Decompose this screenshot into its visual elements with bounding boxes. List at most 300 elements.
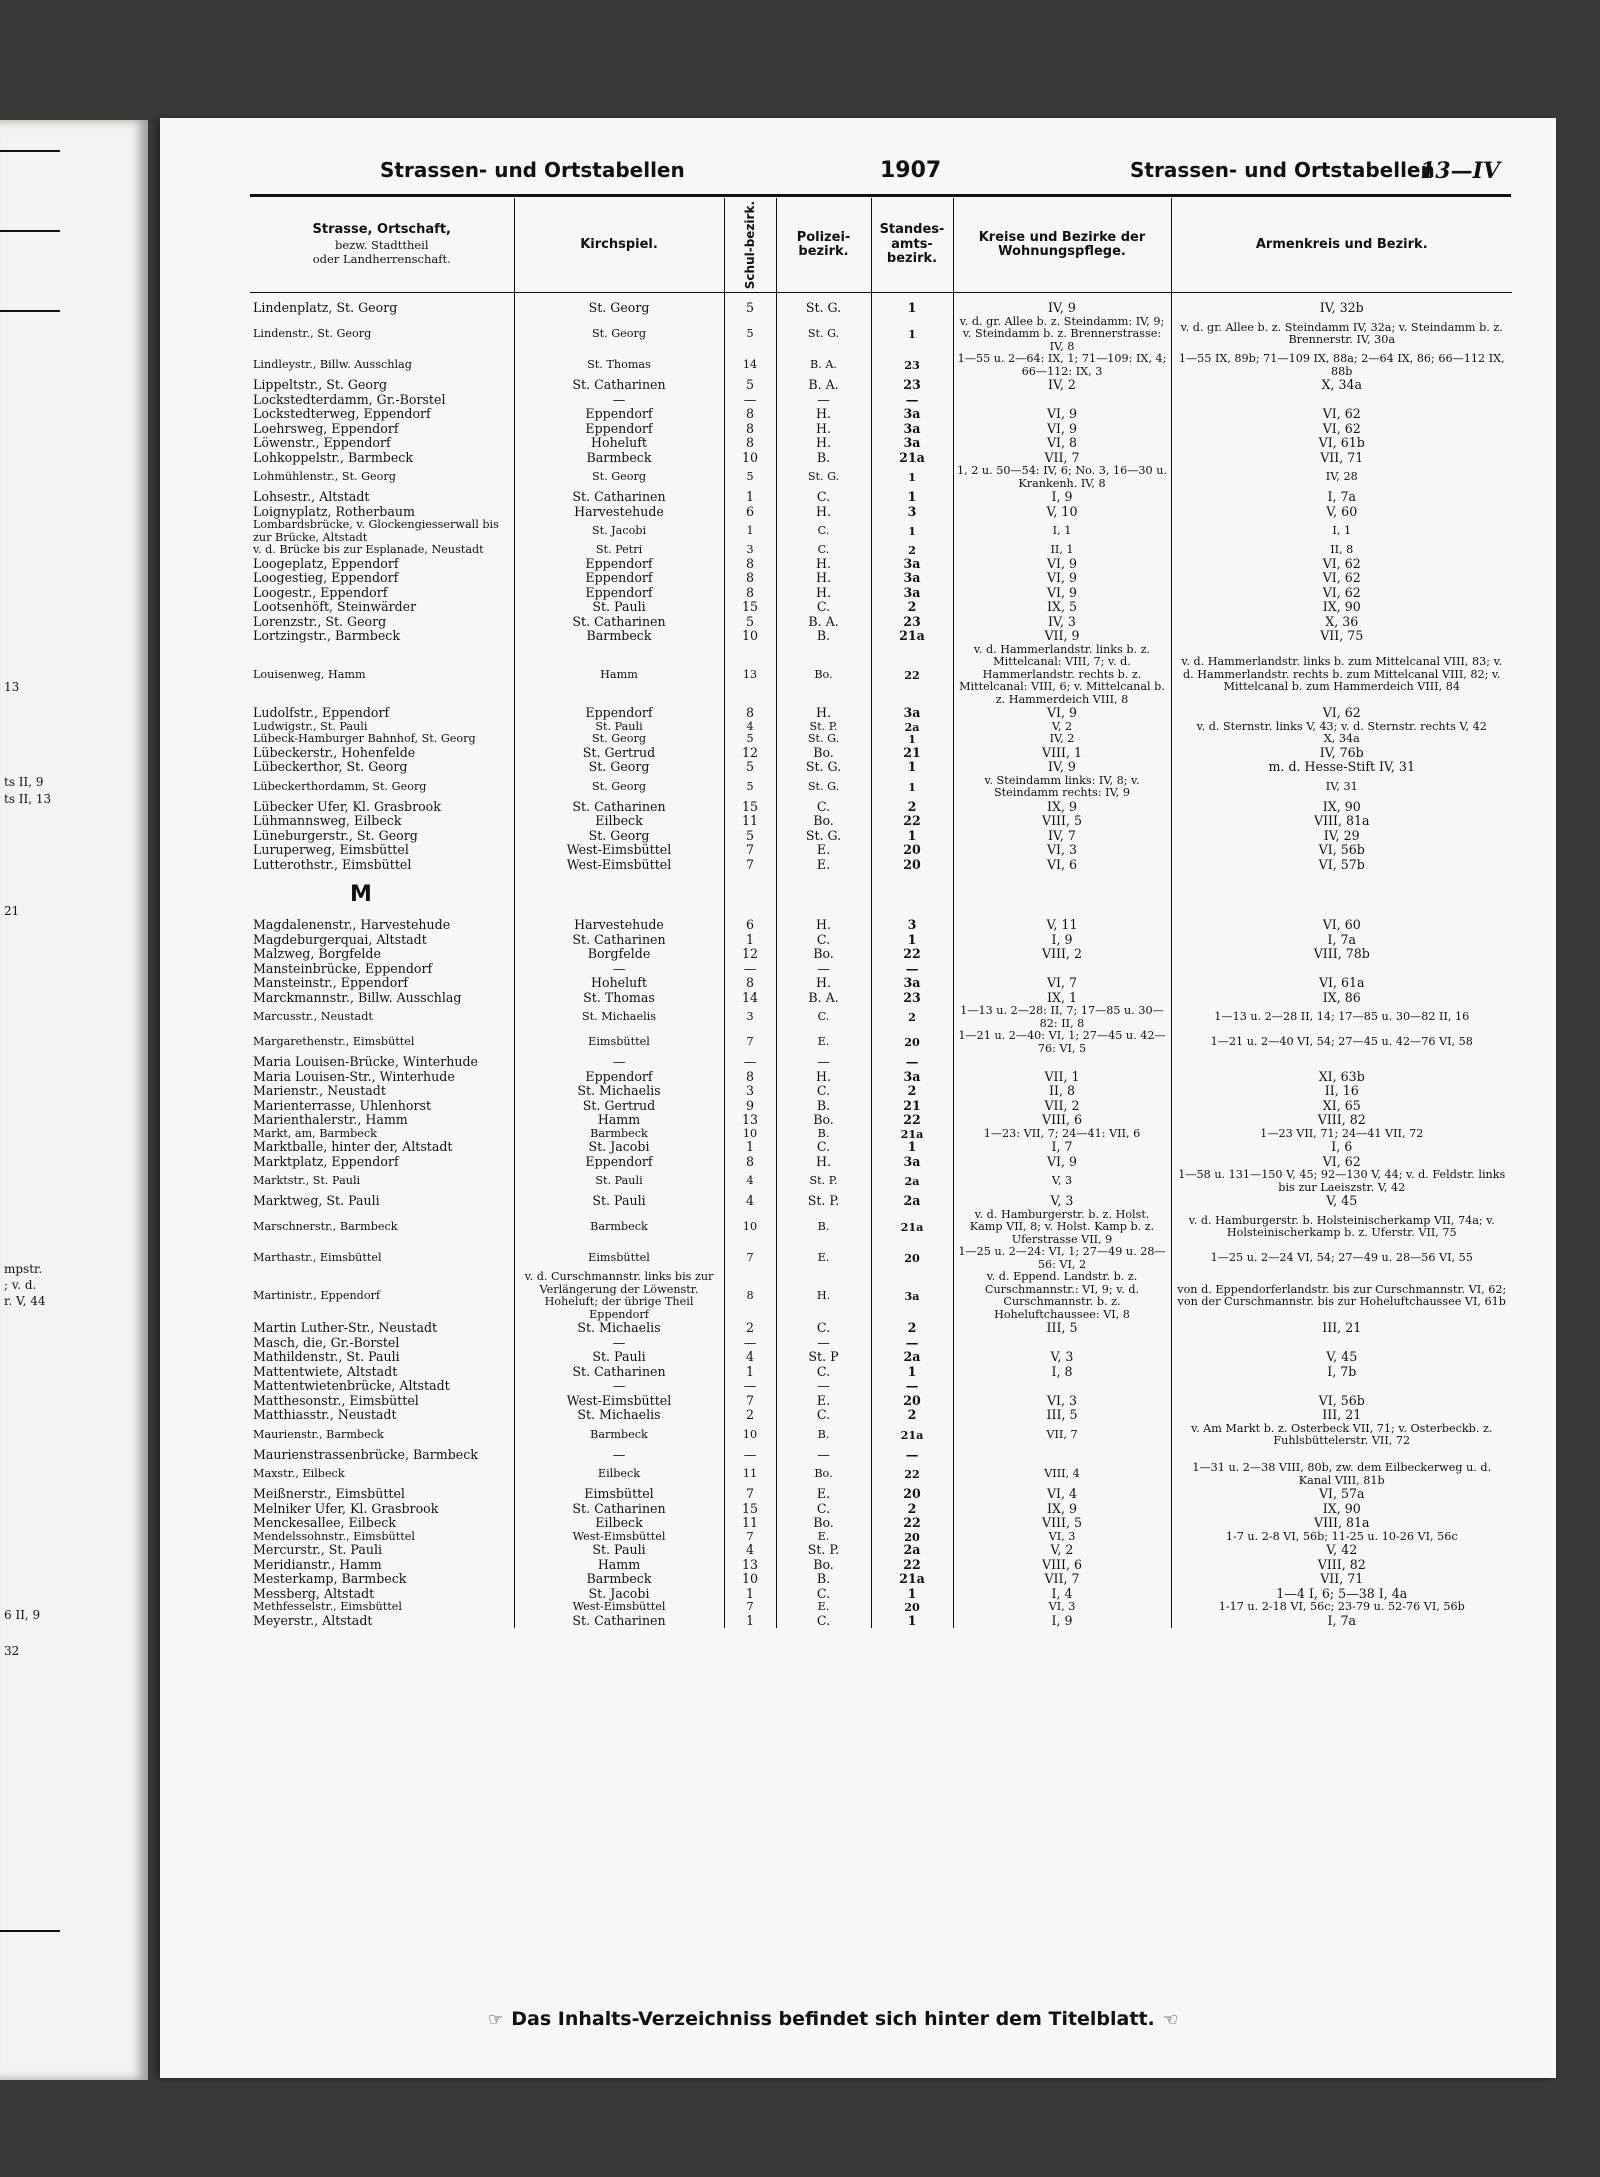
kirchspiel-cell: St. Pauli [514, 1194, 724, 1209]
table-row [250, 858, 1512, 873]
schulbezirk-cell: 10 [724, 451, 776, 466]
wohnungspflege-cell: VIII, 6 [953, 1113, 1171, 1128]
wohnungspflege-cell: V, 2 [953, 721, 1171, 734]
directory-page [160, 118, 1556, 2078]
schulbezirk-cell: 12 [724, 947, 776, 962]
polizei-cell: E. [776, 1487, 871, 1502]
schulbezirk-cell: 8 [724, 422, 776, 437]
standesamt-cell: 22 [871, 644, 953, 707]
table-row [250, 1423, 1512, 1448]
polizei-cell: Bo. [776, 1462, 871, 1487]
street-name-cell: Meißnerstr., Eimsbüttel [253, 1487, 405, 1501]
table-row [250, 1084, 1512, 1099]
kirchspiel-cell: Hamm [514, 1113, 724, 1128]
polizei-cell: H. [776, 571, 871, 586]
street-name-cell: Menckesallee, Eilbeck [253, 1516, 396, 1530]
street-name-cell: Marktballe, hinter der, Altstadt [253, 1140, 453, 1154]
table-row [250, 775, 1512, 800]
schulbezirk-cell: 5 [724, 301, 776, 316]
wohnungspflege-cell: IV, 3 [953, 615, 1171, 630]
polizei-cell: B. [776, 1128, 871, 1141]
armenkreis-cell: V, 60 [1171, 505, 1512, 520]
standesamt-cell: 2a [871, 721, 953, 734]
armenkreis-cell: VI, 62 [1171, 557, 1512, 572]
armenkreis-cell: VIII, 82 [1171, 1558, 1512, 1573]
street-name-cell: Mercurstr., St. Pauli [253, 1543, 382, 1557]
kirchspiel-cell: St. Pauli [514, 1350, 724, 1365]
armenkreis-cell [1171, 393, 1512, 408]
running-head-year: 1907 [880, 158, 942, 183]
standesamt-cell: 23 [871, 991, 953, 1006]
standesamt-cell: 3a [871, 436, 953, 451]
street-name-cell: Magdeburgerquai, Altstadt [253, 932, 427, 947]
standesamt-cell: 1 [871, 933, 953, 948]
standesamt-cell: 23 [871, 615, 953, 630]
street-name-cell: Marienterrasse, Uhlenhorst [253, 1098, 432, 1113]
street-name-cell: Lindleystr., Billw. Ausschlag [253, 358, 412, 372]
wohnungspflege-cell [953, 393, 1171, 408]
kirchspiel-cell: St. Gertrud [514, 1099, 724, 1114]
armenkreis-cell: VI, 62 [1171, 571, 1512, 586]
wohnungspflege-cell: IV, 2 [953, 733, 1171, 746]
armenkreis-cell: VI, 57b [1171, 858, 1512, 873]
kirchspiel-cell: St. Catharinen [514, 800, 724, 815]
table-row [250, 1030, 1512, 1055]
wohnungspflege-cell: VI, 9 [953, 557, 1171, 572]
wohnungspflege-cell: v. d. gr. Allee b. z. Steindamm: IV, 9; v. Steindamm b. z. Brennerstrasse: IV, 8 [953, 316, 1171, 354]
polizei-cell: Bo. [776, 746, 871, 761]
kirchspiel-cell: Borgfelde [514, 947, 724, 962]
spacer-cell [953, 293, 1171, 302]
table-row [250, 1601, 1512, 1614]
table-row [250, 1099, 1512, 1114]
empty-cell [953, 872, 1171, 918]
table-row [250, 586, 1512, 601]
pointing-hand-icon: ☞ [488, 2010, 504, 2030]
polizei-cell: E. [776, 1531, 871, 1544]
schulbezirk-cell: 15 [724, 800, 776, 815]
standesamt-cell: — [871, 1448, 953, 1463]
standesamt-cell: 1 [871, 829, 953, 844]
table-row [250, 378, 1512, 393]
wohnungspflege-cell [953, 962, 1171, 977]
polizei-cell: C. [776, 933, 871, 948]
empty-cell [724, 872, 776, 918]
table-row [250, 1070, 1512, 1085]
polizei-cell: Bo. [776, 644, 871, 707]
table-row [250, 1558, 1512, 1573]
wohnungspflege-cell: VI, 9 [953, 706, 1171, 721]
wohnungspflege-cell: VI, 9 [953, 571, 1171, 586]
wohnungspflege-cell: VI, 6 [953, 858, 1171, 873]
kirchspiel-cell: — [514, 393, 724, 408]
kirchspiel-cell: St. Georg [514, 316, 724, 354]
table-row [250, 544, 1512, 557]
street-name-cell: Loogeplatz, Eppendorf [253, 556, 399, 571]
polizei-cell: H. [776, 407, 871, 422]
table-row [250, 1336, 1512, 1351]
left-fragment: ; v. d. [4, 1278, 37, 1292]
wohnungspflege-cell: VIII, 2 [953, 947, 1171, 962]
standesamt-cell: 3 [871, 918, 953, 933]
armenkreis-cell: IX, 90 [1171, 600, 1512, 615]
street-name-cell: Lorenzstr., St. Georg [253, 614, 387, 629]
street-name-cell: Maurienstrassenbrücke, Barmbeck [253, 1447, 478, 1462]
table-row [250, 1155, 1512, 1170]
standesamt-cell: 3a [871, 557, 953, 572]
table-row [250, 301, 1512, 316]
armenkreis-cell: 1—25 u. 2—24 VI, 54; 27—49 u. 28—56 VI, 55 [1171, 1246, 1512, 1271]
street-name-cell: Maxstr., Eilbeck [253, 1467, 345, 1481]
standesamt-cell: 23 [871, 353, 953, 378]
wohnungspflege-cell: VI, 9 [953, 422, 1171, 437]
standesamt-cell: 1 [871, 1587, 953, 1602]
street-name-cell: Mesterkamp, Barmbeck [253, 1572, 407, 1586]
schulbezirk-cell: 5 [724, 615, 776, 630]
street-name-cell: Ludolfstr., Eppendorf [253, 706, 390, 720]
wohnungspflege-cell: VIII, 4 [953, 1462, 1171, 1487]
schulbezirk-cell: 7 [724, 1601, 776, 1614]
street-name-cell: Meridianstr., Hamm [253, 1557, 382, 1572]
polizei-cell: St. P. [776, 1169, 871, 1194]
street-name-cell: Marcusstr., Neustadt [253, 1010, 373, 1024]
kirchspiel-cell: Eppendorf [514, 407, 724, 422]
wohnungspflege-cell: III, 5 [953, 1321, 1171, 1336]
wohnungspflege-cell: IX, 9 [953, 1502, 1171, 1517]
left-fragment: r. V, 44 [4, 1294, 46, 1308]
table-row [250, 1209, 1512, 1247]
armenkreis-cell: III, 21 [1171, 1408, 1512, 1423]
standesamt-cell: 1 [871, 1140, 953, 1155]
standesamt-cell: 1 [871, 760, 953, 775]
wohnungspflege-cell: 1, 2 u. 50—54: IV, 6; No. 3, 16—30 u. Krankenh. IV, 8 [953, 465, 1171, 490]
wohnungspflege-cell: IX, 1 [953, 991, 1171, 1006]
kirchspiel-cell: — [514, 1448, 724, 1463]
table-row [250, 1408, 1512, 1423]
schulbezirk-cell: 4 [724, 721, 776, 734]
empty-cell [1171, 872, 1512, 918]
table-row [250, 947, 1512, 962]
polizei-cell: C. [776, 1614, 871, 1629]
polizei-cell: — [776, 1336, 871, 1351]
standesamt-cell: 20 [871, 858, 953, 873]
street-name-cell: Methfesselstr., Eimsbüttel [253, 1601, 402, 1613]
armenkreis-cell: VIII, 81a [1171, 1516, 1512, 1531]
table-row [250, 706, 1512, 721]
kirchspiel-cell: Harvestehude [514, 505, 724, 520]
standesamt-cell: 21a [871, 1209, 953, 1247]
kirchspiel-cell: West-Eimsbüttel [514, 858, 724, 873]
table-header-row [250, 198, 1512, 293]
street-name-cell: Mattentwiete, Altstadt [253, 1364, 398, 1379]
schulbezirk-cell: 10 [724, 1423, 776, 1448]
table-row [250, 1448, 1512, 1463]
schulbezirk-cell: 12 [724, 746, 776, 761]
table-row [250, 721, 1512, 734]
standesamt-cell: 2 [871, 544, 953, 557]
armenkreis-cell: v. d. gr. Allee b. z. Steindamm IV, 32a; v. Steindamm b. z. Brennerstr. IV, 30a [1171, 316, 1512, 354]
polizei-cell: St. G. [776, 316, 871, 354]
standesamt-cell: — [871, 393, 953, 408]
armenkreis-cell: VI, 61b [1171, 436, 1512, 451]
armenkreis-cell: II, 16 [1171, 1084, 1512, 1099]
street-name-cell: Lohsestr., Altstadt [253, 490, 370, 504]
wohnungspflege-cell: 1—13 u. 2—28: II, 7; 17—85 u. 30—82: II, 8 [953, 1005, 1171, 1030]
table-row [250, 1350, 1512, 1365]
street-table [250, 198, 1512, 1628]
armenkreis-cell: v. d. Hammerlandstr. links b. zum Mittelcanal VIII, 83; v. d. Hammerlandstr. rechts b. zum Mittelcanal VIII, 82; v. Mittelcanal b. zum Hammerdeich VIII, 84 [1171, 644, 1512, 707]
kirchspiel-cell: — [514, 962, 724, 977]
kirchspiel-cell: Eilbeck [514, 1516, 724, 1531]
kirchspiel-cell: — [514, 1055, 724, 1070]
wohnungspflege-cell: VI, 8 [953, 436, 1171, 451]
polizei-cell: Bo. [776, 1516, 871, 1531]
street-name-cell: Marktweg, St. Pauli [253, 1194, 380, 1208]
armenkreis-cell: IV, 31 [1171, 775, 1512, 800]
schulbezirk-cell: 7 [724, 1246, 776, 1271]
armenkreis-cell: von d. Eppendorferlandstr. bis zur Curschmannstr. VI, 62; von der Curschmannstr. bis zur Hoheluftchaussee VI, 61b [1171, 1271, 1512, 1321]
wohnungspflege-cell: VIII, 6 [953, 1558, 1171, 1573]
table-row [250, 436, 1512, 451]
schulbezirk-cell: 13 [724, 1113, 776, 1128]
schulbezirk-cell: 5 [724, 829, 776, 844]
kirchspiel-cell: Hoheluft [514, 976, 724, 991]
standesamt-cell: 1 [871, 1614, 953, 1629]
standesamt-cell: 1 [871, 1365, 953, 1380]
col-schulbezirk-label: Schul-bezirk. [742, 200, 757, 290]
standesamt-cell: 3a [871, 1155, 953, 1170]
standesamt-cell: 22 [871, 1558, 953, 1573]
street-name-cell: Louisenweg, Hamm [253, 667, 366, 681]
kirchspiel-cell: St. Pauli [514, 721, 724, 734]
table-row [250, 490, 1512, 505]
armenkreis-cell: V, 45 [1171, 1194, 1512, 1209]
street-name-cell: Lüneburgerstr., St. Georg [253, 828, 418, 843]
table-row [250, 1365, 1512, 1380]
kirchspiel-cell: St. Pauli [514, 600, 724, 615]
armenkreis-cell: X, 36 [1171, 615, 1512, 630]
street-name-cell: Lippeltstr., St. Georg [253, 378, 388, 392]
street-name-cell: Loogestr., Eppendorf [253, 585, 388, 600]
street-name-cell: Lutterothstr., Eimsbüttel [253, 857, 412, 872]
wohnungspflege-cell: I, 7 [953, 1140, 1171, 1155]
street-name-cell: Lübeckerthor, St. Georg [253, 760, 408, 774]
standesamt-cell: 20 [871, 1601, 953, 1614]
schulbezirk-cell: 7 [724, 1394, 776, 1409]
wohnungspflege-cell: III, 5 [953, 1408, 1171, 1423]
col-header-street [250, 198, 514, 293]
wohnungspflege-cell: VIII, 5 [953, 814, 1171, 829]
table-row [250, 407, 1512, 422]
schulbezirk-cell: — [724, 962, 776, 977]
armenkreis-cell: VIII, 78b [1171, 947, 1512, 962]
table-row [250, 316, 1512, 354]
polizei-cell: — [776, 1448, 871, 1463]
table-row [250, 1531, 1512, 1544]
table-row [250, 1502, 1512, 1517]
schulbezirk-cell: — [724, 393, 776, 408]
standesamt-cell: 21a [871, 1423, 953, 1448]
street-name-cell: Lindenplatz, St. Georg [253, 301, 398, 315]
table-row [250, 353, 1512, 378]
polizei-cell: E. [776, 843, 871, 858]
standesamt-cell: 1 [871, 301, 953, 316]
schulbezirk-cell: 13 [724, 644, 776, 707]
wohnungspflege-cell: IV, 2 [953, 378, 1171, 393]
table-row [250, 1140, 1512, 1155]
schulbezirk-cell: 7 [724, 1487, 776, 1502]
wohnungspflege-cell: V, 10 [953, 505, 1171, 520]
table-row [250, 505, 1512, 520]
street-name-cell: Matthesonstr., Eimsbüttel [253, 1393, 419, 1408]
table-row [250, 843, 1512, 858]
schulbezirk-cell: 3 [724, 1084, 776, 1099]
spacer-cell [871, 293, 953, 302]
armenkreis-cell: 1—21 u. 2—40 VI, 54; 27—45 u. 42—76 VI, 58 [1171, 1030, 1512, 1055]
polizei-cell: B. A. [776, 615, 871, 630]
street-name-cell: Löwenstr., Eppendorf [253, 436, 391, 450]
street-name-cell: Margarethenstr., Eimsbüttel [253, 1035, 415, 1049]
schulbezirk-cell: 2 [724, 1408, 776, 1423]
schulbezirk-cell: 1 [724, 1140, 776, 1155]
col-header-kirchspiel: Kirchspiel. [514, 198, 724, 293]
armenkreis-cell: 1-17 u. 2-18 VI, 56c; 23-79 u. 52-76 VI, 56b [1171, 1601, 1512, 1614]
kirchspiel-cell: Eppendorf [514, 571, 724, 586]
table-row [250, 1246, 1512, 1271]
street-name-cell: Lübeck-Hamburger Bahnhof, St. Georg [253, 733, 476, 745]
kirchspiel-cell: Eppendorf [514, 1155, 724, 1170]
armenkreis-cell: II, 8 [1171, 544, 1512, 557]
street-name-cell: Marthastr., Eimsbüttel [253, 1251, 382, 1265]
street-name-cell: Lohmühlenstr., St. Georg [253, 470, 396, 484]
schulbezirk-cell: 8 [724, 436, 776, 451]
left-fragment: 6 II, 9 [4, 1608, 41, 1622]
street-name-cell: Marienthalerstr., Hamm [253, 1113, 408, 1127]
armenkreis-cell: IV, 28 [1171, 465, 1512, 490]
schulbezirk-cell: 1 [724, 490, 776, 505]
polizei-cell: H. [776, 1155, 871, 1170]
polizei-cell: B. [776, 629, 871, 644]
standesamt-cell: 21a [871, 629, 953, 644]
standesamt-cell: — [871, 962, 953, 977]
kirchspiel-cell: St. Michaelis [514, 1408, 724, 1423]
schulbezirk-cell: 7 [724, 1030, 776, 1055]
spacer-cell [724, 293, 776, 302]
armenkreis-cell: IX, 90 [1171, 1502, 1512, 1517]
kirchspiel-cell: Eppendorf [514, 1070, 724, 1085]
polizei-cell: — [776, 962, 871, 977]
schulbezirk-cell: — [724, 1055, 776, 1070]
kirchspiel-cell: St. Pauli [514, 1169, 724, 1194]
wohnungspflege-cell: V, 11 [953, 918, 1171, 933]
schulbezirk-cell: 8 [724, 976, 776, 991]
table-row [250, 733, 1512, 746]
table-row [250, 918, 1512, 933]
table-row [250, 600, 1512, 615]
table-row [250, 1169, 1512, 1194]
running-head [250, 158, 1526, 188]
polizei-cell: E. [776, 1394, 871, 1409]
armenkreis-cell: X, 34a [1171, 378, 1512, 393]
wohnungspflege-cell: V, 2 [953, 1543, 1171, 1558]
rule [0, 230, 60, 232]
street-name-cell: Messberg, Altstadt [253, 1586, 375, 1601]
kirchspiel-cell: St. Georg [514, 775, 724, 800]
left-fragment: ts II, 13 [4, 792, 52, 806]
street-name-cell: Lombardsbrücke, v. Glockengiesserwall bis zur Brücke, Altstadt [253, 519, 499, 544]
polizei-cell: H. [776, 706, 871, 721]
table-row [250, 1487, 1512, 1502]
schulbezirk-cell: 14 [724, 991, 776, 1006]
table-row [250, 760, 1512, 775]
kirchspiel-cell: St. Gertrud [514, 746, 724, 761]
armenkreis-cell: III, 21 [1171, 1321, 1512, 1336]
polizei-cell: H. [776, 505, 871, 520]
armenkreis-cell: XI, 63b [1171, 1070, 1512, 1085]
kirchspiel-cell: St. Jacobi [514, 1587, 724, 1602]
street-name-cell: Melniker Ufer, Kl. Grasbrook [253, 1501, 439, 1516]
armenkreis-cell: VI, 62 [1171, 1155, 1512, 1170]
col-header-polizei: Polizei-bezirk. [776, 198, 871, 293]
kirchspiel-cell: Barmbeck [514, 629, 724, 644]
kirchspiel-cell: St. Georg [514, 733, 724, 746]
armenkreis-cell: IX, 90 [1171, 800, 1512, 815]
schulbezirk-cell: 8 [724, 706, 776, 721]
armenkreis-cell: v. d. Sternstr. links V, 43; v. d. Sternstr. rechts V, 42 [1171, 721, 1512, 734]
polizei-cell: B. A. [776, 378, 871, 393]
col-header-standesamt: Standes-amts-bezirk. [871, 198, 953, 293]
wohnungspflege-cell [953, 1448, 1171, 1463]
street-name-cell: Malzweg, Borgfelde [253, 947, 381, 961]
polizei-cell: St. G. [776, 760, 871, 775]
street-name-cell: Martinistr., Eppendorf [253, 1288, 381, 1302]
standesamt-cell: 21 [871, 746, 953, 761]
kirchspiel-cell: St. Thomas [514, 353, 724, 378]
armenkreis-cell: VI, 61a [1171, 976, 1512, 991]
spacer-cell [250, 293, 514, 302]
kirchspiel-cell: Barmbeck [514, 1572, 724, 1587]
standesamt-cell: — [871, 1055, 953, 1070]
kirchspiel-cell: Harvestehude [514, 918, 724, 933]
polizei-cell: C. [776, 1084, 871, 1099]
wohnungspflege-cell: VI, 4 [953, 1487, 1171, 1502]
polizei-cell: C. [776, 544, 871, 557]
street-name-cell: Luruperweg, Eimsbüttel [253, 843, 409, 857]
polizei-cell: B. [776, 1209, 871, 1247]
schulbezirk-cell: 1 [724, 1587, 776, 1602]
polizei-cell: B. [776, 1572, 871, 1587]
table-row [250, 1055, 1512, 1070]
armenkreis-cell: 1-7 u. 2-8 VI, 56b; 11-25 u. 10-26 VI, 56c [1171, 1531, 1512, 1544]
polizei-cell: E. [776, 858, 871, 873]
empty-cell [776, 872, 871, 918]
wohnungspflege-cell: 1—55 u. 2—64: IX, 1; 71—109: IX, 4; 66—112: IX, 3 [953, 353, 1171, 378]
table-row [250, 1005, 1512, 1030]
kirchspiel-cell: Eppendorf [514, 422, 724, 437]
street-name-cell: Marienstr., Neustadt [253, 1084, 386, 1098]
polizei-cell: B. A. [776, 991, 871, 1006]
standesamt-cell: 2 [871, 1502, 953, 1517]
kirchspiel-cell: Eilbeck [514, 1462, 724, 1487]
kirchspiel-cell: Barmbeck [514, 451, 724, 466]
schulbezirk-cell: 8 [724, 407, 776, 422]
schulbezirk-cell: 4 [724, 1543, 776, 1558]
col-header-kreise: Kreise und Bezirke der Wohnungspflege. [953, 198, 1171, 293]
kirchspiel-cell: — [514, 1336, 724, 1351]
schulbezirk-cell: 14 [724, 353, 776, 378]
standesamt-cell: 2a [871, 1350, 953, 1365]
standesamt-cell: 20 [871, 1487, 953, 1502]
